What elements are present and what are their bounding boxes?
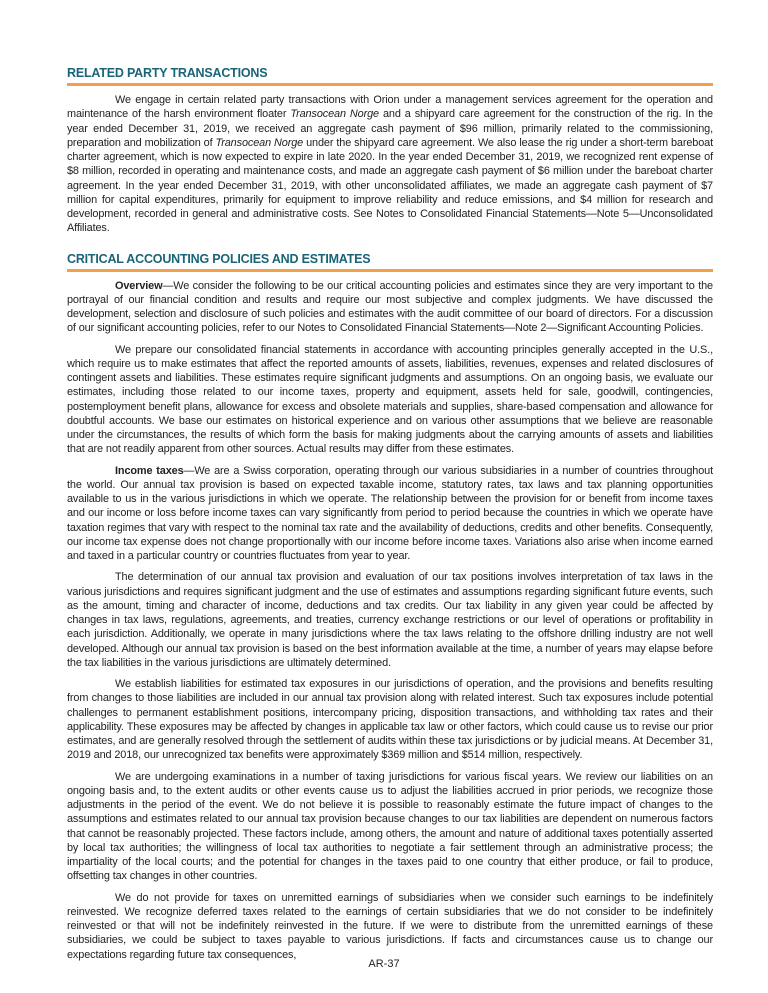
text: —We consider the following to be our critical accounting policies and estimates since they are very important to the portrayal of our financial condition and results and require our most subjective and complex judgments. We have discussed the development, selection and disclosure of such policies and estimates with the audit committee of our board of directors. For a discussion of our significant accounting policies, refer to our Notes to Consolidated Financial Statements—Note 2—Significant Accounting Policies.	[67, 279, 713, 335]
paragraph: We are undergoing examinations in a number of taxing jurisdictions for various fiscal years. We review our liabilities on an ongoing basis and, to the extent audits or other events cause us to adjust the liabilities accrued in prior periods, we recognize those adjustments in the period of the event. We do not believe it is possible to reasonably estimate the future impact of changes to the assumptions and estimates related to our annual tax provision because changes to our tax liabilities are dependent on numerous factors that cannot be reasonably projected. These factors include, among others, the amount and nature of additional taxes potentially asserted by local tax authorities; the willingness of local tax authorities to negotiate a fair settlement through an administrative process; the impartiality of the local courts; and the potential for changes in the taxes paid to one country that either produce, or fail to produce, offsetting tax changes in other countries.	[67, 770, 713, 883]
paragraph: We prepare our consolidated financial statements in accordance with accounting principles generally accepted in the U.S., which require us to make estimates that affect the reported amounts of assets, liabilities, revenues, expenses and related disclosures of contingent assets and liabilities. These estimates require significant judgments and assumptions. On an ongoing basis, we evaluate our estimates, including those related to our income taxes, property and equipment, assets held for sale, goodwill, contingencies, postemployment benefit plans, allowance for excess and obsolete materials and supplies, share-based compensation and allowance for doubtful accounts. We base our estimates on historical experience and on various other assumptions that we believe are reasonable under the circumstances, the results of which form the basis for making judgments about the carrying amounts of assets and liabilities that are not readily apparent from other sources. Actual results may differ from these estimates.	[67, 343, 713, 456]
paragraph	[67, 464, 713, 564]
run-in-heading: Income taxes	[115, 464, 184, 477]
text: —We are a Swiss corporation, operating through our various subsidiaries in a number of countries throughout the world. Our annual tax provision is based on expected taxable income, statutory rates, tax laws and tax planning opportunities available to us in the various jurisdictions in which we operate. The relationship between the provision for or benefit from income taxes and our income or loss before income taxes can vary significantly from period to period because the countries in which we operate have taxation regimes that vary with respect to the nominal tax rate and the availability of deductions, credits and other benefits. Consequently, our income tax expense does not change proportionally with our income before income taxes. Variations also arise when income earned and taxed in a particular country or countries fluctuates from year to year.	[67, 464, 713, 562]
document-page	[67, 66, 713, 962]
paragraph	[67, 93, 713, 236]
text: and a shipyard care agreement for the construction of the rig. In the year ended December 31, 2019, we received an aggregate cash payment of $96 million, primarily related to the commissioning, preparation and mobilization of	[67, 108, 713, 149]
paragraph	[67, 279, 713, 336]
paragraph: We establish liabilities for estimated tax exposures in our jurisdictions of operation, and the provisions and benefits resulting from changes to those liabilities are included in our annual tax provision along with related interest. Such tax exposures include potential challenges to permanent establishment positions, intercompany pricing, disposition transactions, and withholding tax rates and their applicability. These exposures may be affected by changes in applicable tax law or other factors, which could cause us to revise our prior estimates, and are generally resolved through the settlement of audits within these tax jurisdictions or by judicial means. At December 31, 2019 and 2018, our unrecognized tax benefits were approximately $369 million and $514 million, respectively.	[67, 678, 713, 762]
critical-accounting-section	[67, 252, 713, 962]
page-number: AR-37	[368, 958, 400, 970]
related-party-section	[67, 66, 713, 236]
text: under the shipyard care agreement. We also lease the rig under a short-term bareboat charter agreement, which is now expected to expire in late 2020. In the year ended December 31, 2019, we recognized rent expense of $8 million, recorded in operating and maintenance costs, and made an aggregate cash payment of $6 million under the bareboat charter agreement. In the year ended December 31, 2019, with other unconsolidated affiliates, we made an aggregate cash payment of $7 million for capital expenditures, primarily for equipment to improve reliability and reduce emissions, and $4 million for research and development, recorded in general and administrative costs. See Notes to Consolidated Financial Statements—Note 5—Unconsolidated Affiliates.	[67, 136, 713, 235]
section-heading: RELATED PARTY TRANSACTIONS	[67, 66, 713, 86]
paragraph: The determination of our annual tax provision and evaluation of our tax positions involves interpretation of tax laws in the various jurisdictions and requires significant judgment and the use of estimates and assumptions regarding significant future events, such as the amount, timing and character of income, deductions and tax credits. Our tax liability in any given year could be affected by changes in tax laws, regulations, agreements, and treaties, currency exchange restrictions or our level of operations or profitability in each jurisdiction. Additionally, we operate in many jurisdictions where the tax laws relating to the offshore drilling industry are not well developed. Although our annual tax provision is based on the best information available at the time, a number of years may elapse before the tax liabilities in the various jurisdictions are ultimately determined.	[67, 571, 713, 669]
section-heading: CRITICAL ACCOUNTING POLICIES AND ESTIMATES	[67, 252, 713, 272]
run-in-heading: Overview	[115, 279, 163, 292]
paragraph: We do not provide for taxes on unremitted earnings of subsidiaries when we consider such earnings to be indefinitely reinvested. We recognize deferred taxes related to the earnings of certain subsidiaries that we do not consider to be indefinitely reinvested or that will not be indefinitely reinvested in the future. If we were to distribute from the unremitted earnings of these subsidiaries, we could be subject to taxes payable to various jurisdictions. If facts and circumstances cause us to change our expectations regarding future tax consequences,	[67, 891, 713, 961]
rig-name: Transocean Norge	[215, 136, 304, 149]
text: We engage in certain related party transactions with Orion under a management services agreement for the operation and maintenance of the harsh environment floater	[67, 94, 713, 121]
rig-name: Transocean Norge	[290, 108, 379, 121]
